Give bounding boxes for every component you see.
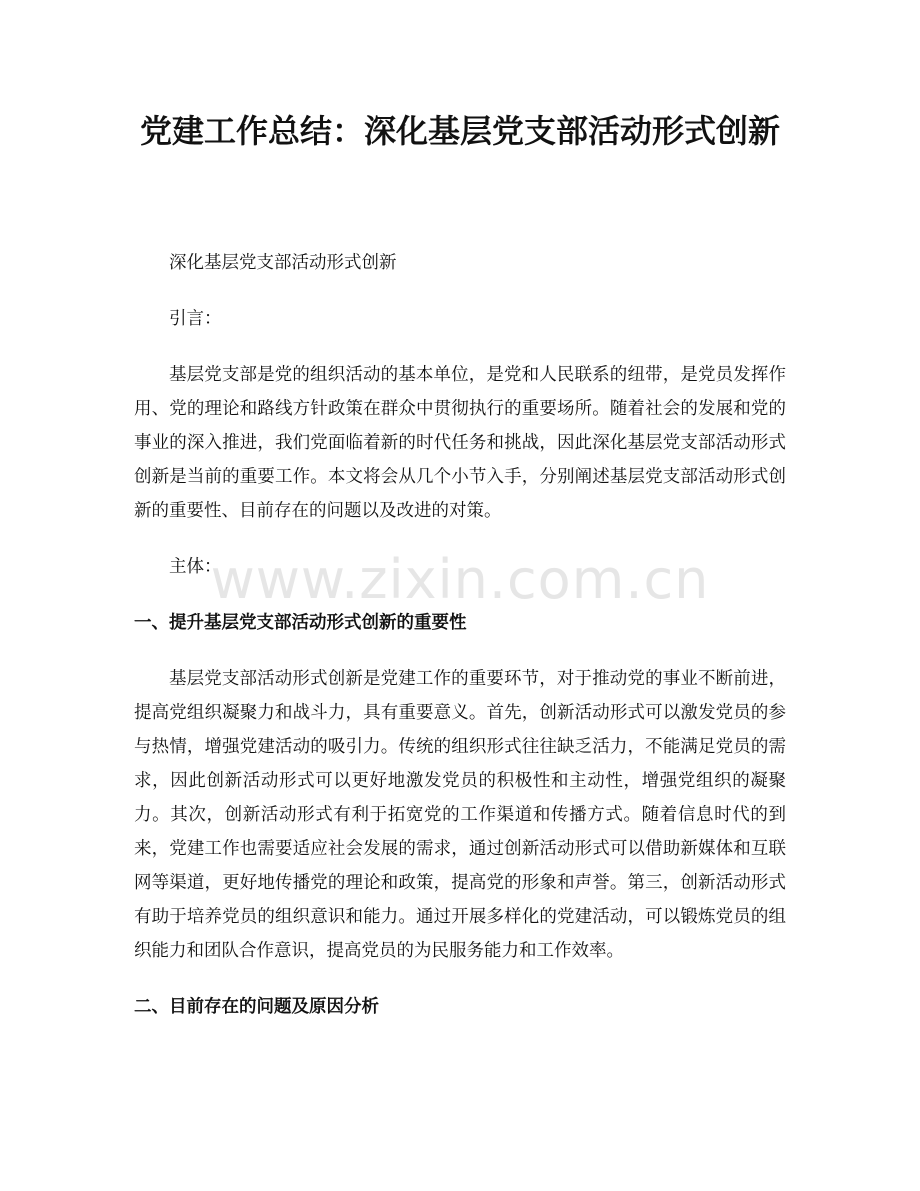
body-label: 主体： [169, 557, 222, 577]
subtitle-line: 深化基层党支部活动形式创新 [169, 253, 397, 273]
intro-paragraph: 基层党支部是党的组织活动的基本单位，是党和人民联系的纽带，是党员发挥作用、党的理论和路线方针政策在群众中贯彻执行的重要场所。随着社会的发展和党的事业的深入推进，我们党面临着新的时代任务和挑战，因此深化基层党支部活动形式创新是当前的重要工作。本文将会从几个小节入手，分别阐述基层党支部活动形式创新的重要性、目前存在的问题以及改进的对策。 [134, 365, 786, 521]
intro-label: 引言： [169, 309, 222, 329]
document-title: 党建工作总结：深化基层党支部活动形式创新 [139, 112, 780, 150]
section-paragraph-1: 基层党支部活动形式创新是党建工作的重要环节，对于推动党的事业不断前进，提高党组织凝聚力和战斗力，具有重要意义。首先，创新活动形式可以激发党员的参与热情，增强党建活动的吸引力。传统的组织形式往往缺乏活力，不能满足党员的需求，因此创新活动形式可以更好地激发党员的积极性和主动性，增强党组织的凝聚力。其次，创新活动形式有利于拓宽党的工作渠道和传播方式。随着信息时代的到来，党建工作也需要适应社会发展的需求，通过创新活动形式可以借助新媒体和互联网等渠道，更好地传播党的理论和政策，提高党的形象和声誉。第三，创新活动形式有助于培养党员的组织意识和能力。通过开展多样化的党建活动，可以锻炼党员的组织能力和团队合作意识，提高党员的为民服务能力和工作效率。 [134, 669, 786, 961]
watermark: www.zixin.com.cn [210, 548, 710, 611]
document-body [134, 246, 786, 1046]
section-heading-1: 一、提升基层党支部活动形式创新的重要性 [134, 613, 467, 633]
section-heading-2: 二、目前存在的问题及原因分析 [134, 997, 379, 1017]
